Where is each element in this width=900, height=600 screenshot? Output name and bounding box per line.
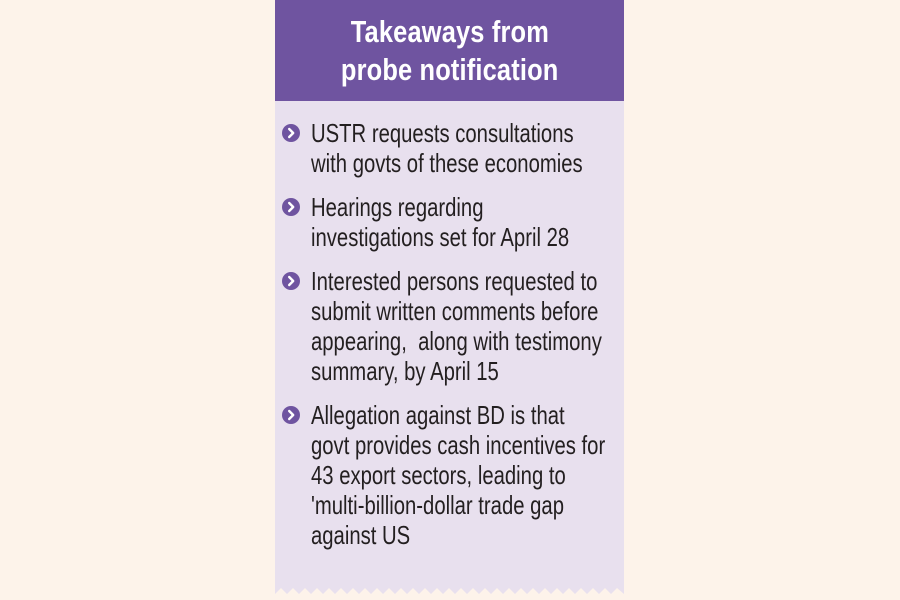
chevron-right-icon bbox=[282, 272, 300, 290]
list-item bbox=[275, 266, 624, 386]
item-text-line: summary, by April 15 bbox=[311, 356, 499, 386]
item-text-line: 'multi-billion-dollar trade gap bbox=[311, 490, 564, 520]
item-text-line: with govts of these economies bbox=[311, 148, 583, 178]
item-text-line: investigations set for April 28 bbox=[311, 222, 570, 252]
item-text-line: Allegation against BD is that bbox=[311, 400, 565, 430]
card-header bbox=[275, 0, 624, 101]
takeaways-list bbox=[275, 118, 624, 564]
chevron-right-icon bbox=[282, 406, 300, 424]
header-title-line-2: probe notification bbox=[340, 51, 559, 87]
item-text-line: Hearings regarding bbox=[311, 192, 484, 222]
list-item bbox=[275, 192, 624, 252]
chevron-right-icon bbox=[282, 198, 300, 216]
list-item bbox=[275, 400, 624, 550]
list-item bbox=[275, 118, 624, 178]
item-text-line: govt provides cash incentives for bbox=[311, 430, 606, 460]
zigzag-edge bbox=[275, 588, 624, 600]
item-text-line: USTR requests consultations bbox=[311, 118, 574, 148]
item-text-line: appearing, along with testimony bbox=[311, 326, 602, 356]
header-title-line-1: Takeaways from bbox=[350, 13, 549, 49]
item-text-line: submit written comments before bbox=[311, 296, 599, 326]
item-text-line: against US bbox=[311, 520, 411, 550]
chevron-right-icon bbox=[282, 124, 300, 142]
item-text-line: Interested persons requested to bbox=[311, 266, 598, 296]
takeaways-card bbox=[275, 0, 624, 600]
item-text-line: 43 export sectors, leading to bbox=[311, 460, 566, 490]
